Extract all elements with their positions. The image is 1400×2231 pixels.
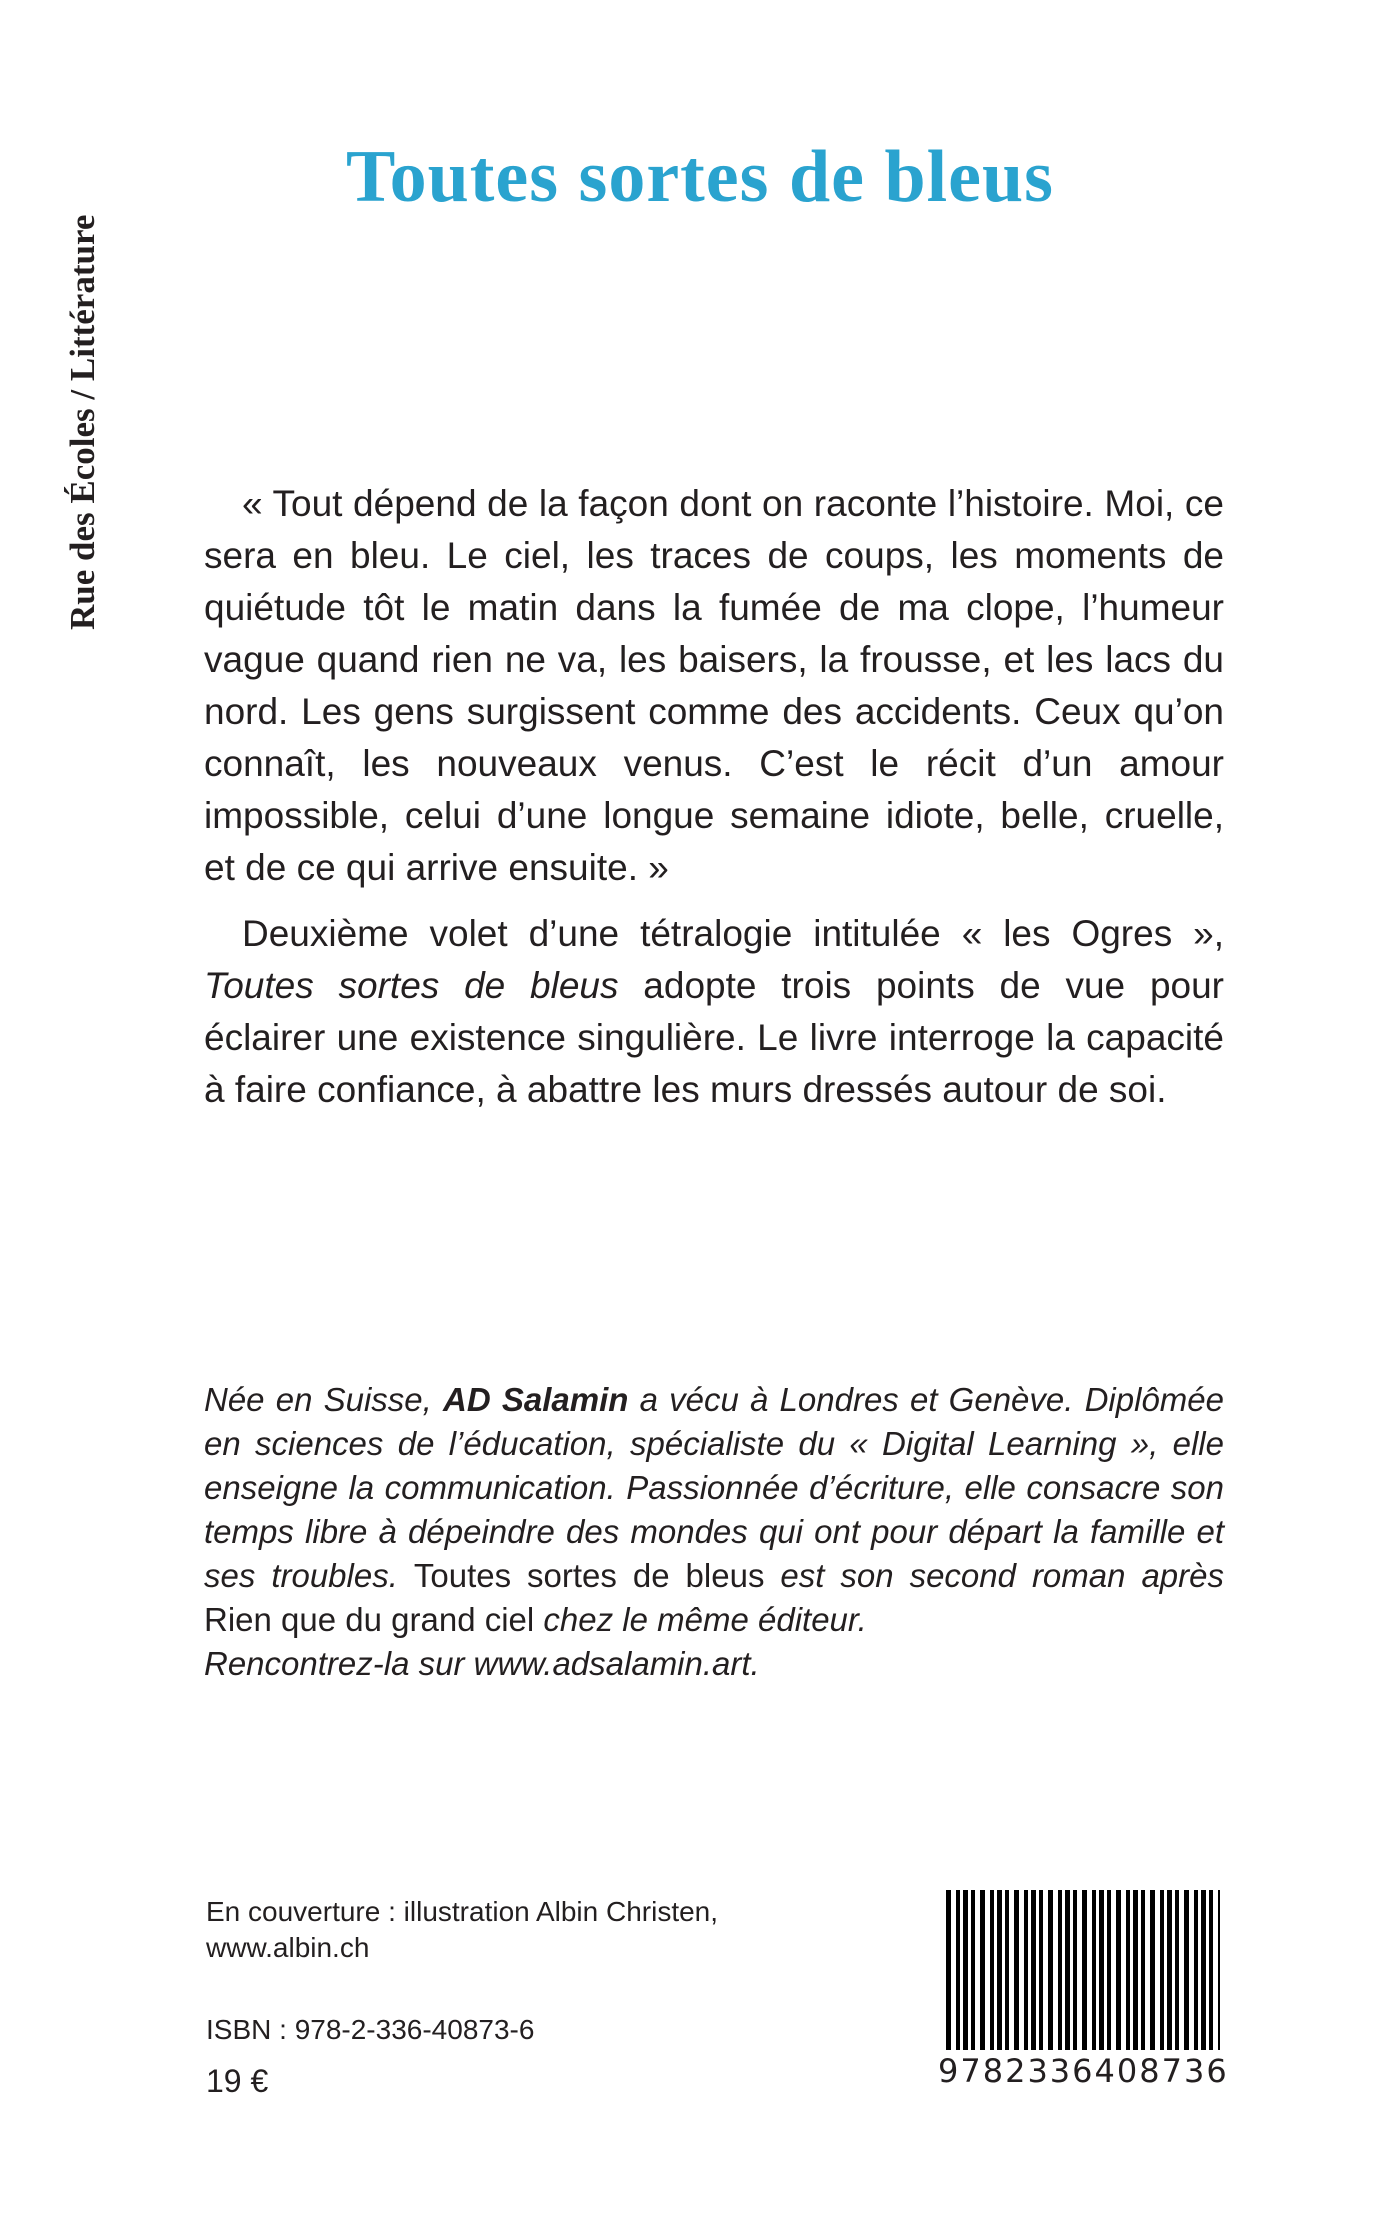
isbn: ISBN : 978-2-336-40873-6 (206, 2014, 535, 2045)
barcode-bar (1031, 1890, 1036, 2058)
barcode-bar (1107, 1890, 1111, 2058)
price: 19 € (206, 2063, 269, 2099)
barcode-bar (1175, 1890, 1179, 2058)
barcode-bar (1116, 1890, 1121, 2058)
barcode-bar (990, 1890, 994, 2058)
bio-text-1: Née en Suisse, (204, 1381, 443, 1418)
bio-book-title-2: Rien que du grand ciel (204, 1601, 535, 1638)
cover-credit-line-2: www.albin.ch (206, 1932, 370, 1963)
barcode-bar (1048, 1890, 1053, 2058)
barcode-bar (1141, 1890, 1145, 2058)
barcode-bar (980, 1890, 985, 2058)
barcode-bar (1201, 1890, 1206, 2058)
barcode (938, 1890, 1228, 2100)
barcode-bar (1005, 1890, 1009, 2058)
barcode-bar (1073, 1890, 1077, 2058)
summary-text-1: Deuxième volet d’une tétralogie intitulée « les Ogres », (242, 913, 1224, 954)
back-cover-summary (204, 478, 1224, 1130)
bio-text-3: est son second roman après (764, 1557, 1224, 1594)
barcode-bar (1014, 1890, 1019, 2058)
barcode-bar (1099, 1890, 1104, 2058)
barcode-bar (971, 1890, 975, 2058)
bio-website: Rencontrez-la sur www.adsalamin.art. (204, 1645, 760, 1682)
spine-label (61, 100, 105, 630)
barcode-bar (1167, 1890, 1172, 2058)
barcode-bar (1133, 1890, 1138, 2058)
barcode-bar (1065, 1890, 1070, 2058)
bio-text-2: a vécu à Londres et Genève. Diplômée en sciences de l’éducation, spécialiste du « Digital Learning », elle enseigne la communication. Passionnée d’écriture, elle consacre son temps libre à dépeindre des mondes qui ont pour départ la famille et ses troubles. (204, 1381, 1224, 1594)
cover-credit (206, 1894, 718, 1966)
book-title: Toutes sortes de bleus (346, 136, 1054, 218)
barcode-bar (1058, 1890, 1062, 2058)
collection-name: Rue des Écoles / Littérature (63, 214, 102, 630)
barcode-digits: 9782336408736 (938, 2052, 1229, 2090)
summary-book-title: Toutes sortes de bleus (204, 965, 619, 1006)
barcode-bar (1194, 1890, 1198, 2058)
barcode-bar (1160, 1890, 1164, 2058)
barcode-bar (1126, 1890, 1130, 2058)
cover-credit-line-1: En couverture : illustration Albin Christen, (206, 1896, 719, 1927)
barcode-bar (1150, 1890, 1155, 2058)
author-name: AD Salamin (443, 1381, 629, 1418)
author-bio (204, 1378, 1224, 1686)
summary-text-2: adopte trois points de vue pour éclairer une existence singulière. Le livre interroge la capacité à faire confiance, à abattre les murs dressés autour de soi. (204, 965, 1224, 1110)
summary-description (204, 908, 1224, 1116)
barcode-bar (1184, 1890, 1189, 2058)
bio-book-title-1: Toutes sortes de bleus (413, 1557, 765, 1594)
barcode-bar (1039, 1890, 1043, 2058)
bio-paragraph (204, 1378, 1224, 1642)
barcode-bar (1024, 1890, 1028, 2058)
bio-text-4: chez le même éditeur. (534, 1601, 867, 1638)
summary-quote: « Tout dépend de la façon dont on raconte l’histoire. Moi, ce sera en bleu. Le ciel, les traces de coups, les moments de quiétude tôt le matin dans la fumée de ma clope, l’humeur vague quand rien ne va, les baisers, la frousse, et les lacs du nord. Les gens surgissent comme des accidents. Ceux qu’on connaît, les nouveaux venus. C’est le récit d’un amour impossible, celui d’une longue semaine idiote, belle, cruelle, et de ce qui arrive ensuite. » (204, 483, 1224, 888)
barcode-bar (1092, 1890, 1096, 2058)
barcode-bar (997, 1890, 1002, 2058)
